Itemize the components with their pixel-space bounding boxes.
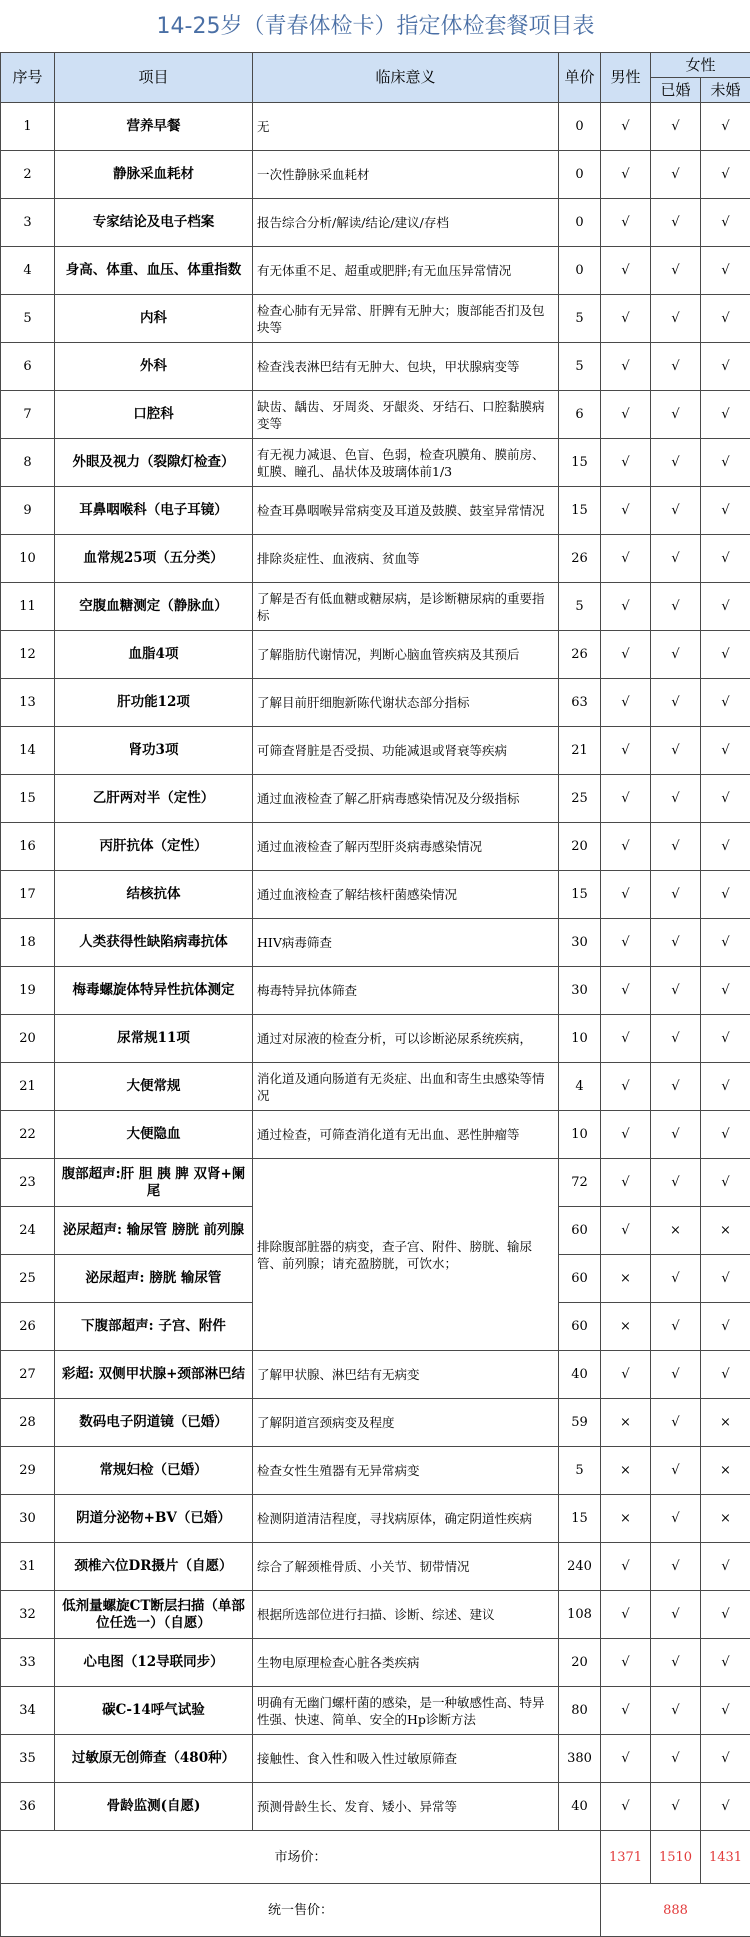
row-number: 5 (1, 295, 55, 343)
row-item: 空腹血糖测定（静脉血） (55, 583, 253, 631)
row-unmarried-mark: × (701, 1495, 750, 1543)
row-married-mark: √ (651, 1639, 701, 1687)
row-number: 22 (1, 1111, 55, 1159)
table-row (1, 535, 750, 583)
row-unmarried-mark: √ (701, 1783, 750, 1831)
row-married-mark: √ (651, 1255, 701, 1303)
row-male-mark: √ (601, 967, 651, 1015)
row-married-mark: √ (651, 1687, 701, 1735)
row-male-mark: √ (601, 727, 651, 775)
row-number: 9 (1, 487, 55, 535)
row-married-mark: × (651, 1207, 701, 1255)
row-item: 大便常规 (55, 1063, 253, 1111)
row-price: 0 (559, 103, 601, 151)
row-married-mark: √ (651, 151, 701, 199)
row-male-mark: √ (601, 1159, 651, 1207)
row-male-mark: √ (601, 1207, 651, 1255)
row-meaning: 检查女性生殖器有无异常病变 (253, 1447, 559, 1495)
row-unmarried-mark: × (701, 1399, 750, 1447)
table-row (1, 679, 750, 727)
row-male-mark: √ (601, 103, 651, 151)
row-number: 17 (1, 871, 55, 919)
row-meaning: 有无视力减退、色盲、色弱，检查巩膜角、膜前房、虹膜、瞳孔、晶状体及玻璃体前1/3 (253, 439, 559, 487)
table-row (1, 1495, 750, 1543)
row-price: 15 (559, 439, 601, 487)
row-unmarried-mark: √ (701, 1639, 750, 1687)
row-item: 身高、体重、血压、体重指数 (55, 247, 253, 295)
row-male-mark: √ (601, 1351, 651, 1399)
header-item: 项目 (55, 53, 253, 103)
row-meaning: HIV病毒筛查 (253, 919, 559, 967)
row-meaning: 通过对尿液的检查分析，可以诊断泌尿系统疾病， (253, 1015, 559, 1063)
row-price: 380 (559, 1735, 601, 1783)
row-male-mark: √ (601, 439, 651, 487)
row-meaning: 检查心肺有无异常、肝脾有无肿大；腹部能否扪及包块等 (253, 295, 559, 343)
row-married-mark: √ (651, 487, 701, 535)
row-unmarried-mark: √ (701, 247, 750, 295)
row-item: 丙肝抗体（定性） (55, 823, 253, 871)
row-price: 60 (559, 1207, 601, 1255)
row-number: 28 (1, 1399, 55, 1447)
row-number: 35 (1, 1735, 55, 1783)
row-price: 0 (559, 151, 601, 199)
row-price: 21 (559, 727, 601, 775)
row-price: 240 (559, 1543, 601, 1591)
row-male-mark: √ (601, 1783, 651, 1831)
row-number: 30 (1, 1495, 55, 1543)
row-married-mark: √ (651, 1495, 701, 1543)
table-row (1, 631, 750, 679)
row-male-mark: √ (601, 631, 651, 679)
row-meaning: 检查浅表淋巴结有无肿大、包块，甲状腺病变等 (253, 343, 559, 391)
header-married: 已婚 (651, 78, 701, 103)
header-no: 序号 (1, 53, 55, 103)
row-married-mark: √ (651, 199, 701, 247)
row-male-mark: × (601, 1447, 651, 1495)
row-married-mark: √ (651, 103, 701, 151)
row-meaning: 有无体重不足、超重或肥胖;有无血压异常情况 (253, 247, 559, 295)
table-row (1, 1351, 750, 1399)
row-number: 16 (1, 823, 55, 871)
row-price: 5 (559, 1447, 601, 1495)
row-price: 0 (559, 199, 601, 247)
row-item: 大便隐血 (55, 1111, 253, 1159)
row-price: 30 (559, 967, 601, 1015)
row-number: 26 (1, 1303, 55, 1351)
row-number: 36 (1, 1783, 55, 1831)
row-item: 腹部超声:肝 胆 胰 脾 双肾+阑尾 (55, 1159, 253, 1207)
table-row (1, 823, 750, 871)
row-number: 33 (1, 1639, 55, 1687)
table-row (1, 1111, 750, 1159)
row-meaning: 通过血液检查了解乙肝病毒感染情况及分级指标 (253, 775, 559, 823)
row-male-mark: √ (601, 919, 651, 967)
row-meaning: 明确有无幽门螺杆菌的感染，是一种敏感性高、特异性强、快速、简单、安全的Hp诊断方法 (253, 1687, 559, 1735)
row-married-mark: √ (651, 1447, 701, 1495)
row-male-mark: √ (601, 1015, 651, 1063)
row-unmarried-mark: √ (701, 1255, 750, 1303)
row-item: 口腔科 (55, 391, 253, 439)
row-price: 5 (559, 583, 601, 631)
row-item: 结核抗体 (55, 871, 253, 919)
row-married-mark: √ (651, 1351, 701, 1399)
row-number: 7 (1, 391, 55, 439)
row-item: 下腹部超声: 子宫、附件 (55, 1303, 253, 1351)
row-meaning: 报告综合分析/解读/结论/建议/存档 (253, 199, 559, 247)
row-married-mark: √ (651, 871, 701, 919)
row-price: 20 (559, 1639, 601, 1687)
row-item: 常规妇检（已婚） (55, 1447, 253, 1495)
row-male-mark: √ (601, 1543, 651, 1591)
header-price: 单价 (559, 53, 601, 103)
table-row (1, 1015, 750, 1063)
row-unmarried-mark: √ (701, 343, 750, 391)
row-unmarried-mark: √ (701, 775, 750, 823)
row-price: 10 (559, 1015, 601, 1063)
row-price: 10 (559, 1111, 601, 1159)
row-price: 26 (559, 631, 601, 679)
row-price: 5 (559, 295, 601, 343)
row-unmarried-mark: √ (701, 1303, 750, 1351)
unified-price: 888 (601, 1884, 750, 1937)
row-meaning: 了解是否有低血糖或糖尿病，是诊断糖尿病的重要指标 (253, 583, 559, 631)
row-married-mark: √ (651, 1399, 701, 1447)
row-male-mark: √ (601, 151, 651, 199)
row-meaning: 根据所选部位进行扫描、诊断、综述、建议 (253, 1591, 559, 1639)
row-unmarried-mark: √ (701, 391, 750, 439)
row-male-mark: √ (601, 1111, 651, 1159)
table-row (1, 775, 750, 823)
row-item: 人类获得性缺陷病毒抗体 (55, 919, 253, 967)
row-unmarried-mark: √ (701, 295, 750, 343)
table-row (1, 871, 750, 919)
row-meaning: 一次性静脉采血耗材 (253, 151, 559, 199)
row-male-mark: √ (601, 679, 651, 727)
row-unmarried-mark: √ (701, 583, 750, 631)
row-number: 23 (1, 1159, 55, 1207)
row-meaning: 了解脂肪代谢情况，判断心脑血管疾病及其预后 (253, 631, 559, 679)
row-male-mark: × (601, 1399, 651, 1447)
header-male: 男性 (601, 53, 651, 103)
table-row (1, 295, 750, 343)
row-item: 乙肝两对半（定性） (55, 775, 253, 823)
market-price-unmarried: 1431 (701, 1831, 750, 1884)
row-male-mark: √ (601, 1591, 651, 1639)
row-item: 静脉采血耗材 (55, 151, 253, 199)
row-number: 4 (1, 247, 55, 295)
row-unmarried-mark: √ (701, 151, 750, 199)
row-unmarried-mark: √ (701, 919, 750, 967)
row-item: 阴道分泌物+BV（已婚） (55, 1495, 253, 1543)
row-number: 15 (1, 775, 55, 823)
row-male-mark: √ (601, 1687, 651, 1735)
row-male-mark: √ (601, 823, 651, 871)
row-male-mark: × (601, 1495, 651, 1543)
row-male-mark: √ (601, 1063, 651, 1111)
market-price-male: 1371 (601, 1831, 651, 1884)
row-number: 31 (1, 1543, 55, 1591)
row-item: 泌尿超声: 膀胱 输尿管 (55, 1255, 253, 1303)
row-meaning: 缺齿、龋齿、牙周炎、牙龈炎、牙结石、口腔黏膜病变等 (253, 391, 559, 439)
row-unmarried-mark: √ (701, 871, 750, 919)
row-item: 营养早餐 (55, 103, 253, 151)
table-row (1, 1687, 750, 1735)
row-meaning: 接触性、食入性和吸入性过敏原筛查 (253, 1735, 559, 1783)
row-male-mark: √ (601, 583, 651, 631)
row-married-mark: √ (651, 1063, 701, 1111)
row-item: 内科 (55, 295, 253, 343)
row-married-mark: √ (651, 1159, 701, 1207)
table-row (1, 391, 750, 439)
row-male-mark: √ (601, 1735, 651, 1783)
row-unmarried-mark: × (701, 1207, 750, 1255)
row-number: 34 (1, 1687, 55, 1735)
row-price: 60 (559, 1303, 601, 1351)
row-price: 5 (559, 343, 601, 391)
row-price: 0 (559, 247, 601, 295)
row-number: 1 (1, 103, 55, 151)
row-item: 肝功能12项 (55, 679, 253, 727)
row-item: 颈椎六位DR摄片（自愿） (55, 1543, 253, 1591)
row-married-mark: √ (651, 631, 701, 679)
row-unmarried-mark: √ (701, 679, 750, 727)
row-meaning: 生物电原理检查心脏各类疾病 (253, 1639, 559, 1687)
row-item: 过敏原无创筛查（480种） (55, 1735, 253, 1783)
row-male-mark: √ (601, 775, 651, 823)
row-item: 肾功3项 (55, 727, 253, 775)
row-male-mark: × (601, 1255, 651, 1303)
table-row (1, 247, 750, 295)
row-number: 24 (1, 1207, 55, 1255)
row-unmarried-mark: √ (701, 199, 750, 247)
row-number: 21 (1, 1063, 55, 1111)
row-price: 40 (559, 1783, 601, 1831)
row-male-mark: √ (601, 1639, 651, 1687)
header-female: 女性 (651, 53, 750, 78)
row-item: 血脂4项 (55, 631, 253, 679)
market-price-label: 市场价： (1, 1831, 601, 1884)
row-male-mark: √ (601, 247, 651, 295)
row-married-mark: √ (651, 679, 701, 727)
row-married-mark: √ (651, 1015, 701, 1063)
row-married-mark: √ (651, 535, 701, 583)
row-married-mark: √ (651, 727, 701, 775)
row-price: 26 (559, 535, 601, 583)
row-married-mark: √ (651, 775, 701, 823)
row-married-mark: √ (651, 823, 701, 871)
row-meaning: 检测阴道清洁程度，寻找病原体，确定阴道性疾病 (253, 1495, 559, 1543)
row-unmarried-mark: √ (701, 1687, 750, 1735)
row-number: 2 (1, 151, 55, 199)
row-number: 3 (1, 199, 55, 247)
row-item: 梅毒螺旋体特异性抗体测定 (55, 967, 253, 1015)
table-row (1, 1447, 750, 1495)
row-meaning: 消化道及通向肠道有无炎症、出血和寄生虫感染等情况 (253, 1063, 559, 1111)
row-meaning: 通过血液检查了解结核杆菌感染情况 (253, 871, 559, 919)
header-unmarried: 未婚 (701, 78, 750, 103)
row-married-mark: √ (651, 247, 701, 295)
row-unmarried-mark: √ (701, 1591, 750, 1639)
row-married-mark: √ (651, 1735, 701, 1783)
row-male-mark: √ (601, 871, 651, 919)
row-married-mark: √ (651, 1303, 701, 1351)
row-item: 泌尿超声: 输尿管 膀胱 前列腺 (55, 1207, 253, 1255)
row-number: 6 (1, 343, 55, 391)
row-number: 14 (1, 727, 55, 775)
row-married-mark: √ (651, 1111, 701, 1159)
row-price: 15 (559, 487, 601, 535)
row-price: 4 (559, 1063, 601, 1111)
row-meaning: 梅毒特异抗体筛查 (253, 967, 559, 1015)
row-married-mark: √ (651, 1543, 701, 1591)
row-unmarried-mark: √ (701, 1543, 750, 1591)
row-price: 15 (559, 871, 601, 919)
row-item: 耳鼻咽喉科（电子耳镜） (55, 487, 253, 535)
row-price: 59 (559, 1399, 601, 1447)
row-male-mark: √ (601, 295, 651, 343)
table-row (1, 487, 750, 535)
row-meaning: 了解阴道宫颈病变及程度 (253, 1399, 559, 1447)
row-price: 63 (559, 679, 601, 727)
row-number: 29 (1, 1447, 55, 1495)
row-meaning: 了解甲状腺、淋巴结有无病变 (253, 1351, 559, 1399)
row-male-mark: √ (601, 199, 651, 247)
row-unmarried-mark: √ (701, 439, 750, 487)
row-number: 12 (1, 631, 55, 679)
row-meaning: 可筛查肾脏是否受损、功能减退或肾衰等疾病 (253, 727, 559, 775)
row-married-mark: √ (651, 919, 701, 967)
row-number: 20 (1, 1015, 55, 1063)
row-item: 专家结论及电子档案 (55, 199, 253, 247)
row-male-mark: √ (601, 343, 651, 391)
row-number: 25 (1, 1255, 55, 1303)
table-row (1, 103, 750, 151)
row-unmarried-mark: √ (701, 1063, 750, 1111)
row-unmarried-mark: √ (701, 967, 750, 1015)
page-title: 14-25岁（青春体检卡）指定体检套餐项目表 (1, 0, 750, 53)
table-row (1, 583, 750, 631)
table-body (1, 103, 750, 1831)
table-row (1, 1399, 750, 1447)
row-married-mark: √ (651, 583, 701, 631)
market-price-married: 1510 (651, 1831, 701, 1884)
table-row (1, 1639, 750, 1687)
row-unmarried-mark: √ (701, 1111, 750, 1159)
row-price: 20 (559, 823, 601, 871)
row-meaning: 排除炎症性、血液病、贫血等 (253, 535, 559, 583)
row-meaning: 通过血液检查了解丙型肝炎病毒感染情况 (253, 823, 559, 871)
table-row (1, 439, 750, 487)
row-unmarried-mark: √ (701, 1735, 750, 1783)
row-item: 彩超: 双侧甲状腺+颈部淋巴结 (55, 1351, 253, 1399)
row-unmarried-mark: √ (701, 727, 750, 775)
row-item: 外眼及视力（裂隙灯检查） (55, 439, 253, 487)
row-married-mark: √ (651, 439, 701, 487)
row-meaning: 无 (253, 103, 559, 151)
row-item: 碳C-14呼气试验 (55, 1687, 253, 1735)
table-row (1, 1159, 750, 1207)
row-unmarried-mark: √ (701, 1015, 750, 1063)
table-row (1, 151, 750, 199)
row-item: 尿常规11项 (55, 1015, 253, 1063)
row-price: 72 (559, 1159, 601, 1207)
row-price: 40 (559, 1351, 601, 1399)
table-row (1, 1735, 750, 1783)
row-price: 6 (559, 391, 601, 439)
table-row (1, 1063, 750, 1111)
row-number: 10 (1, 535, 55, 583)
row-male-mark: √ (601, 391, 651, 439)
row-married-mark: √ (651, 343, 701, 391)
table-row (1, 1591, 750, 1639)
table-row (1, 343, 750, 391)
row-number: 32 (1, 1591, 55, 1639)
table-row (1, 919, 750, 967)
table-row (1, 967, 750, 1015)
row-number: 27 (1, 1351, 55, 1399)
row-married-mark: √ (651, 391, 701, 439)
row-item: 心电图（12导联同步） (55, 1639, 253, 1687)
row-price: 80 (559, 1687, 601, 1735)
row-male-mark: √ (601, 487, 651, 535)
row-price: 60 (559, 1255, 601, 1303)
row-married-mark: √ (651, 295, 701, 343)
table-row (1, 1543, 750, 1591)
table-row (1, 1783, 750, 1831)
row-item: 数码电子阴道镜（已婚） (55, 1399, 253, 1447)
row-price: 15 (559, 1495, 601, 1543)
row-item: 血常规25项（五分类） (55, 535, 253, 583)
row-married-mark: √ (651, 1591, 701, 1639)
row-married-mark: √ (651, 967, 701, 1015)
row-price: 108 (559, 1591, 601, 1639)
row-unmarried-mark: √ (701, 103, 750, 151)
row-unmarried-mark: √ (701, 1159, 750, 1207)
table-row (1, 199, 750, 247)
row-unmarried-mark: √ (701, 1351, 750, 1399)
row-unmarried-mark: × (701, 1447, 750, 1495)
row-meaning: 了解目前肝细胞新陈代谢状态部分指标 (253, 679, 559, 727)
row-number: 18 (1, 919, 55, 967)
row-male-mark: × (601, 1303, 651, 1351)
table-row (1, 727, 750, 775)
row-unmarried-mark: √ (701, 631, 750, 679)
row-price: 25 (559, 775, 601, 823)
row-meaning: 预测骨龄生长、发育、矮小、异常等 (253, 1783, 559, 1831)
header-meaning: 临床意义 (253, 53, 559, 103)
row-price: 30 (559, 919, 601, 967)
row-item: 低剂量螺旋CT断层扫描（单部位任选一）（自愿） (55, 1591, 253, 1639)
row-item: 外科 (55, 343, 253, 391)
row-unmarried-mark: √ (701, 535, 750, 583)
row-meaning: 排除腹部脏器的病变，查子宫、附件、膀胱、输尿管、前列腺；请充盈膀胱，可饮水； (253, 1159, 559, 1351)
row-unmarried-mark: √ (701, 487, 750, 535)
row-item: 骨龄监测(自愿) (55, 1783, 253, 1831)
row-unmarried-mark: √ (701, 823, 750, 871)
unified-price-label: 统一售价： (1, 1884, 601, 1937)
row-meaning: 综合了解颈椎骨质、小关节、韧带情况 (253, 1543, 559, 1591)
row-number: 11 (1, 583, 55, 631)
row-number: 19 (1, 967, 55, 1015)
row-number: 8 (1, 439, 55, 487)
row-number: 13 (1, 679, 55, 727)
row-meaning: 通过检查，可筛查消化道有无出血、恶性肿瘤等 (253, 1111, 559, 1159)
row-married-mark: √ (651, 1783, 701, 1831)
row-meaning: 检查耳鼻咽喉异常病变及耳道及鼓膜、鼓室异常情况 (253, 487, 559, 535)
row-male-mark: √ (601, 535, 651, 583)
